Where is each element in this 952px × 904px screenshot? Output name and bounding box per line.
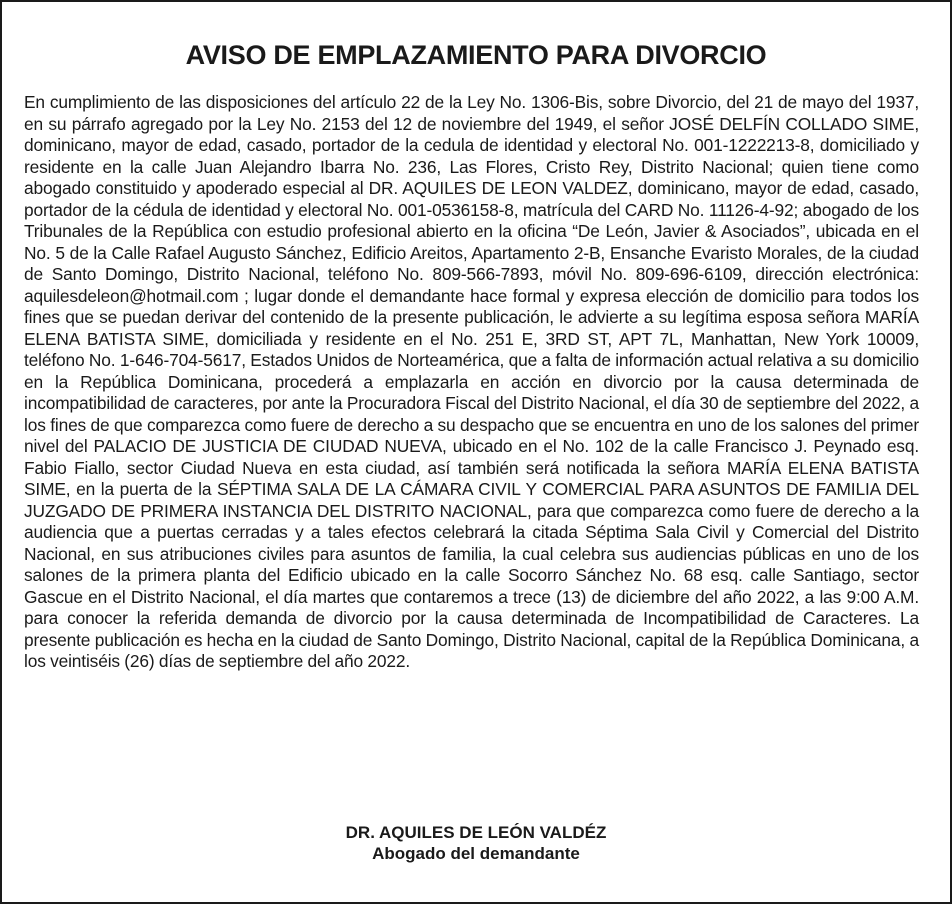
signature-name: DR. AQUILES DE LEÓN VALDÉZ — [345, 823, 607, 842]
signature-block — [2, 822, 950, 864]
notice-title: AVISO DE EMPLAZAMIENTO PARA DIVORCIO — [185, 40, 767, 70]
signature-role: Abogado del demandante — [372, 844, 580, 863]
notice-body: En cumplimiento de las disposiciones del artículo 22 de la Ley No. 1306-Bis, sobre Divorcio, del 21 de mayo del 1937, en su párrafo agregado por la Ley No. 2153 del 12 de noviembre del 1949, el señor JOSÉ DELFÍN COLLADO SIME, dominicano, mayor de edad, casado, portador de la cedula de identidad y electoral No. 001-1222213-8, domiciliado y residente en la calle Juan Alejandro Ibarra No. 236, Las Flores, Cristo Rey, Distrito Nacional; quien tiene como abogado constituido y apoderado especial al DR. AQUILES DE LEON VALDEZ, dominicano, mayor de edad, casado, portador de la cédula de identidad y electoral No. 001-0536158-8, matrícula del CARD No. 11126-4-92; abogado de los Tribunales de la República con estudio profesional abierto en la oficina “De León, Javier & Asociados”, ubicada en el No. 5 de la Calle Rafael Augusto Sánchez, Edificio Areitos, Apartamento 2-B, Ensanche Evaristo Morales, de la ciudad de Santo Domingo, Distrito Nacional, teléfono No. 809-566-7893, móvil No. 809-696-6109, dirección electrónica: aquilesdeleon@hotmail.com ; lugar donde el demandante hace formal y expresa elección de domicilio para todos los fines que se puedan derivar del contenido de la presente publicación, le advierte a su legítima esposa señora MARÍA ELENA BATISTA SIME, domiciliada y residente en el No. 251 E, 3RD ST, APT 7L, Manhattan, New York 10009, teléfono No. 1-646-704-5617, Estados Unidos de Norteamérica, que a falta de información actual relativa a su domicilio en la República Dominicana, procederá a emplazarla en acción en divorcio por la causa determinada de incompatibilidad de caracteres, por ante la Procuradora Fiscal del Distrito Nacional, el día 30 de septiembre del 2022, a los fines de que comparezca como fuere de derecho a su despacho que se encuentra en uno de los salones del primer nivel del PALACIO DE JUSTICIA DE CIUDAD NUEVA, ubicado en el No. 102 de la calle Francisco J. Peynado esq. Fabio Fiallo, sector Ciudad Nueva en esta ciudad, así también será notificada la señora MARÍA ELENA BATISTA SIME, en la puerta de la SÉPTIMA SALA DE LA CÁMARA CIVIL Y COMERCIAL PARA ASUNTOS DE FAMILIA DEL JUZGADO DE PRIMERA INSTANCIA DEL DISTRITO NACIONAL, para que comparezca como fuere de derecho a la audiencia que a puertas cerradas y a tales efectos celebrará la citada Séptima Sala Civil y Comercial del Distrito Nacional, en sus atribuciones civiles para asuntos de familia, la cual celebra sus audiencias públicas en uno de los salones de la primera planta del Edificio ubicado en la calle Socorro Sánchez No. 68 esq. calle Santiago, sector Gascue en el Distrito Nacional, el día martes que contaremos a trece (13) de diciembre del año 2022, a las 9:00 A.M. para conocer la referida demanda de divorcio por la causa determinada de Incompatibilidad de Caracteres. La presente publicación es hecha en la ciudad de Santo Domingo, Distrito Nacional, capital de la República Dominicana, a los veintiséis (26) días de septiembre del año 2022. — [24, 92, 919, 671]
